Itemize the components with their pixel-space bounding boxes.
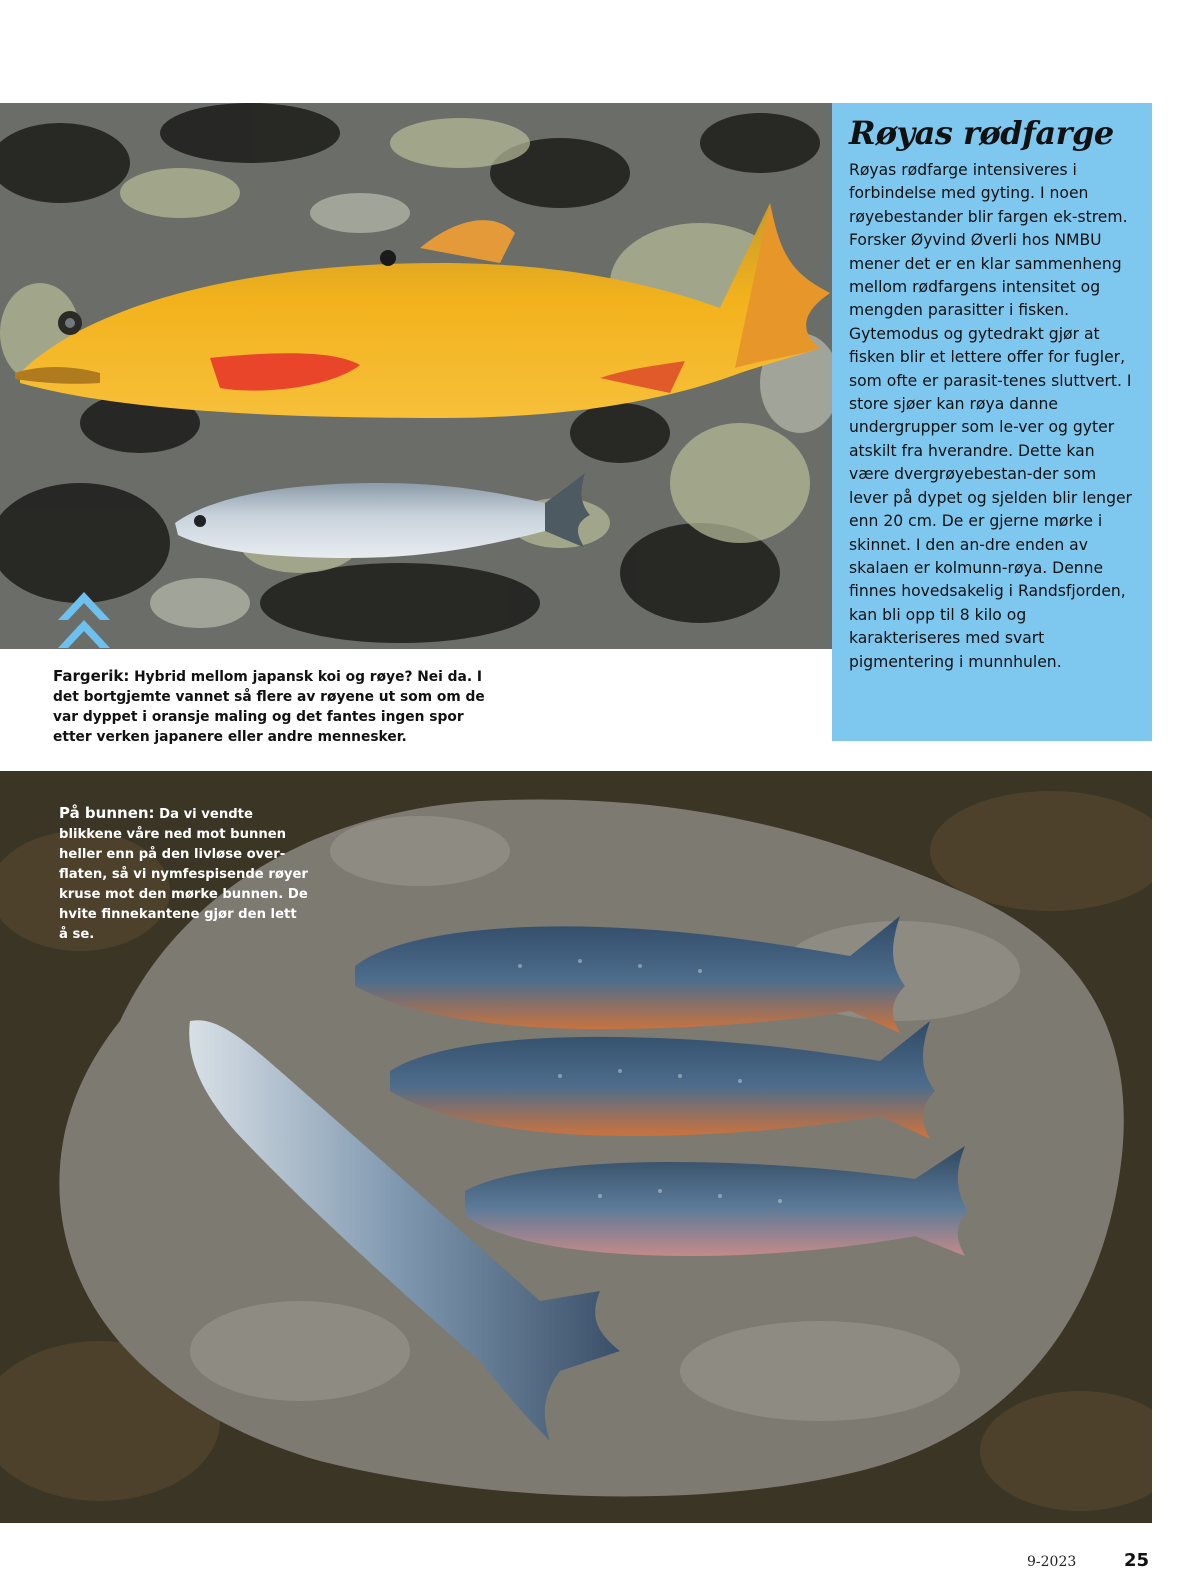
caption-bottom xyxy=(59,803,309,945)
double-chevron-up-icon xyxy=(54,586,114,654)
page-number: 25 xyxy=(1124,1550,1150,1571)
caption-top xyxy=(53,666,493,747)
sidebar-box xyxy=(832,103,1152,741)
caption-bottom-text: Da vi vendte blikkene våre ned mot bunnen heller enn på den livløse over-flaten, så vi nymfespisende røyer kruse mot den mørke bunnen. De hvite finnekantene gjør den lett å se. xyxy=(59,807,308,942)
photo-orange-char xyxy=(0,103,832,649)
issue-number: 9-2023 xyxy=(1027,1554,1077,1570)
caption-top-text: Hybrid mellom japansk koi og røye? Nei da. I det bortgjemte vannet så flere av røyene ut som om de var dyppet i oransje maling og det fantes ingen spor etter verken japanere eller andre mennesker. xyxy=(53,669,485,745)
caption-bottom-lead: På bunnen: xyxy=(59,804,155,822)
sidebar-title: Røyas rødfarge xyxy=(849,114,1114,152)
photo-orange-char-image xyxy=(0,103,832,649)
sidebar-body-text: Røyas rødfarge intensiveres i forbindelse med gyting. I noen røyebestander blir fargen ek-strem. Forsker Øyvind Øverli hos NMBU mener det er en klar sammenheng mellom rødfargens intensitet og mengden parasitter i fisken. Gytemodus og gytedrakt gjør at fisken blir et lettere offer for fugler, som ofte er parasit-tenes sluttvert. I store sjøer kan røya danne undergrupper som le-ver og gyter atskilt fra hverandre. Dette kan være dvergrøyebestan-der som lever på dypet og sjelden blir lenger enn 20 cm. De er gjerne mørke i skinnet. I den an-dre enden av skalaen er kolmunn-røya. Denne finnes hovedsakelig i Randsfjorden, kan bli opp til 8 kilo og karakteriseres med svart pigmentering i munnhulen. xyxy=(849,161,1132,671)
caption-top-lead: Fargerik: xyxy=(53,667,130,685)
